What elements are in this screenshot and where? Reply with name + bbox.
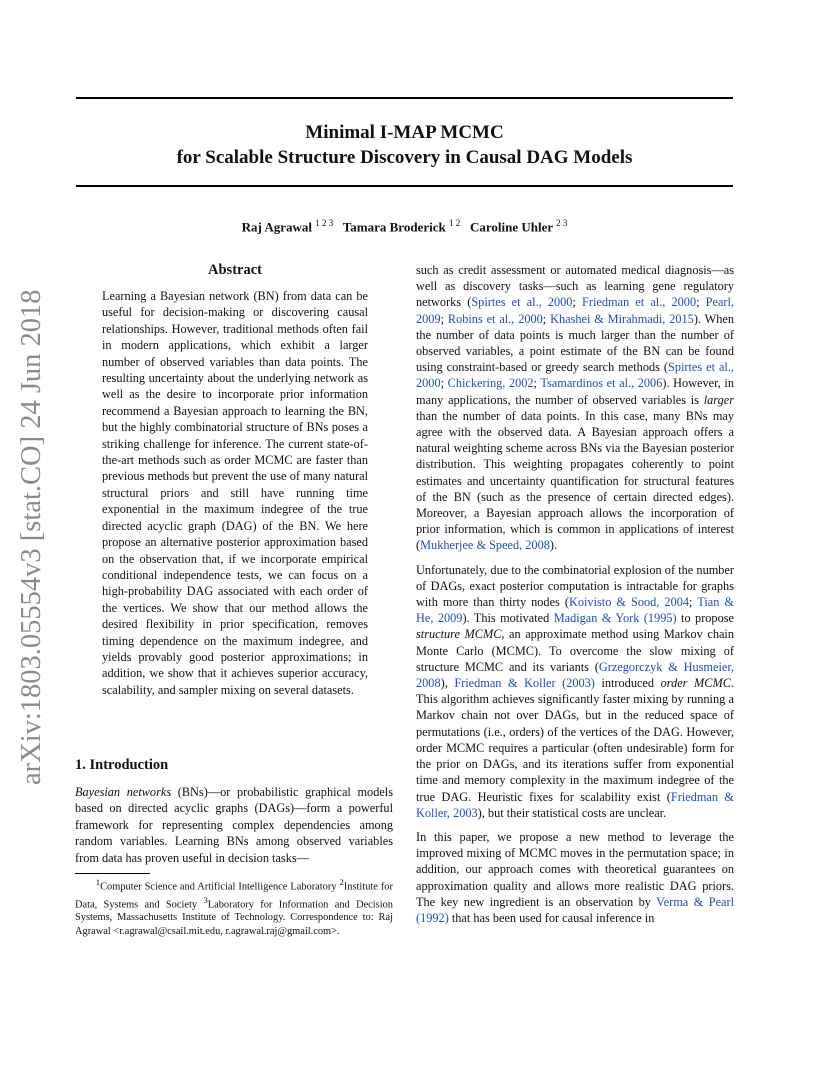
text: that has been used for causal inference in	[448, 910, 655, 925]
author-list	[76, 214, 733, 236]
text: , an approximate method using Markov chain Monte Carlo (MCMC). To overcome the slow mixing of structure MCMC and its variants (	[416, 627, 734, 674]
author-name: Raj Agrawal	[241, 219, 313, 235]
citation-link[interactable]: Mukherjee & Speed, 2008	[420, 538, 550, 553]
citation-link[interactable]: Robins et al., 2000	[447, 311, 543, 326]
intro-emphasis: Bayesian networks	[75, 785, 172, 799]
text: Unfortunately, due to the combinatorial explosion of the number of DAGs, exact posterior computation is intractable for graphs with more than thirty nodes (	[416, 562, 734, 610]
citation-link[interactable]: Tsamardinos et al., 2006	[540, 376, 663, 391]
title-line-1: Minimal I-MAP MCMC	[305, 122, 504, 143]
emphasis: structure MCMC	[416, 627, 502, 642]
emphasis: larger	[703, 392, 734, 407]
text: ). When the number of data points is much larger than the number of observed variables, a point estimate of the BN can be found using constraint-based or greedy search methods (	[416, 311, 734, 375]
paper-title	[76, 120, 733, 170]
citation-link[interactable]: Pearl, 2009	[416, 295, 735, 326]
citation-link[interactable]: Grzegorczyk & Husmeier, 2008	[416, 659, 734, 691]
citation-link[interactable]: Friedman & Koller (2003)	[454, 676, 595, 691]
body-paragraph-1: such as credit assessment or automated medical diagnosis—as well as discovery tasks—such as learning gene regulatory networks (Spirtes et al., 2000; Friedman et al., 2000; Pearl, 2009; Robins et al., 2000; Khashei & Mirahmadi, 2015). When the number of data points is much larger than the number of observed variables, a point estimate of the BN can be found using constraint-based or greedy search methods (Spirtes et al., 2000; Chickering, 2002; Tsamardinos et al., 2006). However, in many applications, the number of observed variables is larger than the number of data points. In this case, many BNs may agree with the observed data. A Bayesian approach offers a natural weighting scheme across BNs via the Bayesian posterior distribution. This weighting propagates coherently to point estimates and uncertainty quantification for structural features of the BN (such as the presence of certain directed edges). Moreover, a Bayesian approach allows the incorporation of prior information, which is common in applications of interest (Mukherjee & Speed, 2008).	[416, 263, 735, 553]
citation-link[interactable]: Friedman et al., 2000	[582, 295, 697, 310]
footnotes: $^1$Computer Science and Artificial Intelligence Laboratory $^2$Institute for Data, Systems and Society $^3$Laboratory for Information and Decision Systems, Massachusetts Institute of Technology. Correspondence to: Raj Agrawal <r.agrawal@csail.mit.edu, r.agrawal.raj@gmail.com>.	[75, 877, 393, 937]
author-name: Caroline Uhler	[469, 219, 553, 235]
top-rule	[76, 97, 733, 99]
text: such as credit assessment or automated medical diagnosis—as well as discovery tasks—such as learning gene regulatory networks (	[416, 263, 734, 310]
right-column	[416, 262, 734, 934]
body-paragraph-3	[416, 829, 734, 926]
title-line-2: for Scalable Structure Discovery in Causal DAG Models	[176, 147, 633, 168]
intro-text: (BNs)—or probabilistic graphical models based on directed acyclic graphs (DAGs)—form a powerful framework for representing complex dependencies among random variables. Learning BNs among observed variables from data has proven useful in decision tasks—	[75, 785, 393, 865]
text: than the number of data points. In this case, many BNs may agree with the observed data. A Bayesian approach offers a natural weighting scheme across BNs via the Bayesian posterior distribution. This weighting propagates coherently to point estimates and uncertainty quantification for structural features of the BN (such as the presence of certain directed edges). Moreover, a Bayesian approach allows the incorporation of prior information, which is common in applications of interest (	[416, 408, 734, 553]
abstract-heading: Abstract	[208, 262, 262, 278]
arxiv-identifier[interactable]: arXiv:1803.05554v3 [stat.CO] 24 Jun 2018	[16, 289, 47, 785]
text: . This algorithm achieves significantly faster mixing by running a Markov chain not over DAGs, but in the reduced space of permutations (i.e., orders) of the vertices of the DAG. However, order MCMC requires a particular (often undesirable) form for the prior on DAGs, and its iterations suffer from exponential time and memory complexity in the maximum indegree of the true DAG. Heuristic fixes for scalability exist (	[416, 676, 734, 804]
section-heading-introduction: 1. Introduction	[75, 757, 169, 773]
text: ).	[549, 538, 558, 553]
citation-link[interactable]: Friedman & Koller, 2003	[416, 789, 734, 820]
citation-link[interactable]: Tian & He, 2009	[416, 595, 734, 626]
citation-link[interactable]: Chickering, 2002	[447, 376, 534, 391]
author-affiliation: 1 2 3	[315, 218, 334, 228]
text: introduced	[594, 676, 661, 691]
citation-link[interactable]: Khashei & Mirahmadi, 2015	[550, 311, 694, 326]
footnote-2: Institute for Data, Systems and Society	[75, 881, 393, 911]
intro-paragraph	[75, 784, 393, 866]
footnote-rule	[75, 873, 150, 874]
text: to propose	[676, 611, 734, 626]
text: In this paper, we propose a new method to leverage the improved mixing of MCMC moves in the permutation space; in addition, our approach comes with theoretical guarantees on approximation quality and allows more realistic DAG priors. The key new ingredient is an observation by	[416, 829, 734, 909]
citation-link[interactable]: Verma & Pearl (1992)	[416, 894, 735, 925]
footnote-1: Computer Science and Artificial Intelligence Laboratory	[100, 881, 337, 893]
abstract-body: Learning a Bayesian network (BN) from data can be useful for decision-making or discovering causal relationships. However, traditional methods often fail in modern applications, which exhibit a larger number of observed variables than data points. The resulting uncertainty about the underlying network as well as the desire to incorporate prior information recommend a Bayesian approach to learning the BN, but the highly combinatorial structure of BNs poses a striking challenge for inference. The current state-of-the-art methods such as order MCMC are faster than previous methods but prevent the use of many natural structural priors and still have running time exponential in the maximum indegree of the true directed acyclic graph (DAG) of the BN. We here propose an alternative posterior approximation based on the observation that, if we incorporate empirical conditional independence tests, we can focus on a high-probability DAG associated with each order of the vertices. We show that our method allows the desired flexibility in prior specification, removes timing dependence on the maximum indegree, and yields provably good posterior approximations; in addition, we show that it achieves superior accuracy, scalability, and sampler mixing on several datasets.	[102, 289, 368, 697]
citation-link[interactable]: Spirtes et al., 2000	[471, 295, 573, 310]
text: ). However, in many applications, the number of observed variables is	[416, 376, 734, 407]
emphasis: order MCMC	[660, 676, 731, 691]
citation-link[interactable]: Koivisto & Sood, 2004	[568, 595, 690, 610]
author-affiliation: 1 2	[448, 218, 461, 228]
author-affiliation: 2 3	[556, 218, 568, 228]
citation-link[interactable]: Spirtes et al., 2000	[416, 360, 734, 391]
title-bottom-rule	[76, 185, 733, 187]
arxiv-stamp	[12, 285, 52, 785]
text: ). This motivated	[462, 611, 554, 626]
footnote-3: Laboratory for Information and Decision Systems, Massachusetts Institute of Technology. Correspondence to: Raj Agrawal <r.agrawal@csail.mit.edu, r.agrawal.raj@gmail.com>.	[75, 899, 393, 937]
text: ), but their statistical costs are unclear.	[477, 805, 667, 820]
citation-link[interactable]: Madigan & York (1995)	[553, 611, 677, 626]
author-name: Tamara Broderick	[342, 219, 446, 235]
body-paragraph-2: Unfortunately, due to the combinatorial explosion of the number of DAGs, exact posterior computation is intractable for graphs with more than thirty nodes (Koivisto & Sood, 2004; Tian & He, 2009). This motivated Madigan & York (1995) to propose structure MCMC, an approximate method using Markov chain Monte Carlo (MCMC). To overcome the slow mixing of structure MCMC and its variants (Grzegorczyk & Husmeier, 2008), Friedman & Koller (2003) introduced order MCMC. This algorithm achieves significantly faster mixing by running a Markov chain not over DAGs, but in the reduced space of permutations (i.e., orders) of the vertices of the DAG. However, order MCMC requires a particular (often undesirable) form for the prior on DAGs, and its iterations suffer from exponential time and memory complexity in the maximum indegree of the true DAG. Heuristic fixes for scalability exist (Friedman & Koller, 2003), but their statistical costs are unclear.	[416, 562, 734, 820]
